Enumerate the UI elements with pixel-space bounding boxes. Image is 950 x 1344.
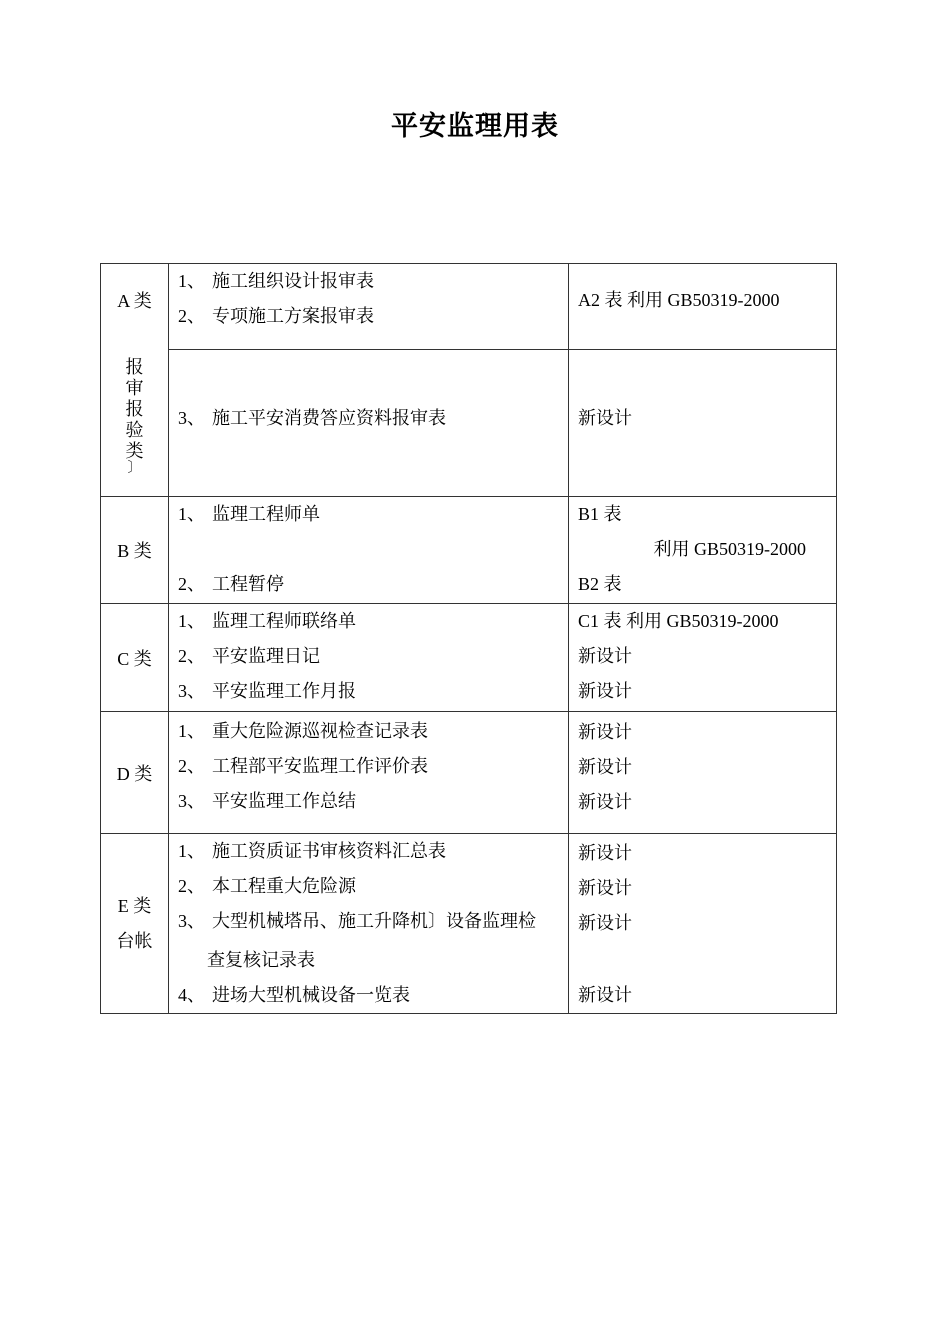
list-item: 2、 本工程重大危险源: [178, 876, 356, 896]
form-ref-text: 新设计: [578, 681, 632, 701]
list-item: 2、 平安监理日记: [178, 646, 320, 666]
form-ref: [569, 497, 837, 604]
item-list: [169, 497, 569, 604]
form-ref: [569, 264, 837, 350]
category-c-label: C 类: [101, 604, 169, 712]
page-title: 平安监理用表: [391, 111, 559, 142]
list-item-continued: 查复核记录表: [207, 950, 315, 970]
list-item: 3、 平安监理工作总结: [178, 791, 356, 811]
form-ref-text: 新设计: [578, 792, 632, 812]
form-ref-text: 新设计: [578, 646, 632, 666]
form-ref-text: A2 表 利用 GB50319-2000: [578, 290, 780, 310]
form-ref-text: 利用 GB50319-2000: [653, 539, 806, 559]
list-item: 2、 工程部平安监理工作评价表: [178, 756, 428, 776]
category-note: 报 审 报 验 类 〕: [125, 357, 144, 476]
form-ref-text: C1 表 利用 GB50319-2000: [578, 611, 779, 631]
category-e-cell: [101, 834, 169, 1014]
category-b-label: B 类: [101, 497, 169, 604]
item-list: [169, 834, 569, 1014]
form-ref: [569, 834, 837, 1014]
list-item: 1、 重大危险源巡视检查记录表: [178, 721, 428, 741]
item-list: [169, 264, 569, 350]
category-label: A 类: [117, 291, 152, 311]
category-d-label: D 类: [101, 712, 169, 834]
category-sublabel: 台帐: [116, 930, 153, 951]
table-row: [101, 712, 837, 834]
list-item: 1、 监理工程师单: [178, 504, 320, 524]
table-row: [101, 497, 837, 604]
list-item: 1、 施工组织设计报审表: [178, 271, 374, 291]
list-item: 1、 施工资质证书审核资料汇总表: [178, 841, 446, 861]
table-row: [101, 350, 837, 497]
form-ref: [569, 350, 837, 497]
form-ref-text: B2 表: [578, 574, 622, 594]
form-ref-text: 新设计: [578, 408, 632, 428]
item-list: [169, 712, 569, 834]
table-row: [101, 604, 837, 712]
form-ref-text: 新设计: [578, 722, 632, 742]
list-item: 3、 平安监理工作月报: [178, 681, 356, 701]
form-ref-text: 新设计: [578, 985, 632, 1005]
supervision-forms-table: [100, 263, 837, 1014]
form-ref-text: 新设计: [578, 843, 632, 863]
list-item: 3、 施工平安消费答应资料报审表: [178, 408, 446, 428]
form-ref-text: B1 表: [578, 504, 622, 524]
list-item: 2、 专项施工方案报审表: [178, 306, 374, 326]
list-item: 4、 进场大型机械设备一览表: [178, 985, 410, 1005]
form-ref-text: 新设计: [578, 757, 632, 777]
list-item: 1、 监理工程师联络单: [178, 611, 356, 631]
item-list: [169, 350, 569, 497]
category-a-cell: [101, 264, 169, 497]
list-item: 3、 大型机械塔吊、施工升降机〕设备监理检: [178, 911, 536, 931]
item-list: [169, 604, 569, 712]
list-item: 2、 工程暂停: [178, 574, 284, 594]
form-ref-text: 新设计: [578, 878, 632, 898]
form-ref: [569, 604, 837, 712]
form-ref: [569, 712, 837, 834]
table-row: [101, 264, 837, 350]
form-ref-text: 新设计: [578, 913, 632, 933]
table-row: [101, 834, 837, 1014]
category-label: E 类: [117, 895, 152, 916]
